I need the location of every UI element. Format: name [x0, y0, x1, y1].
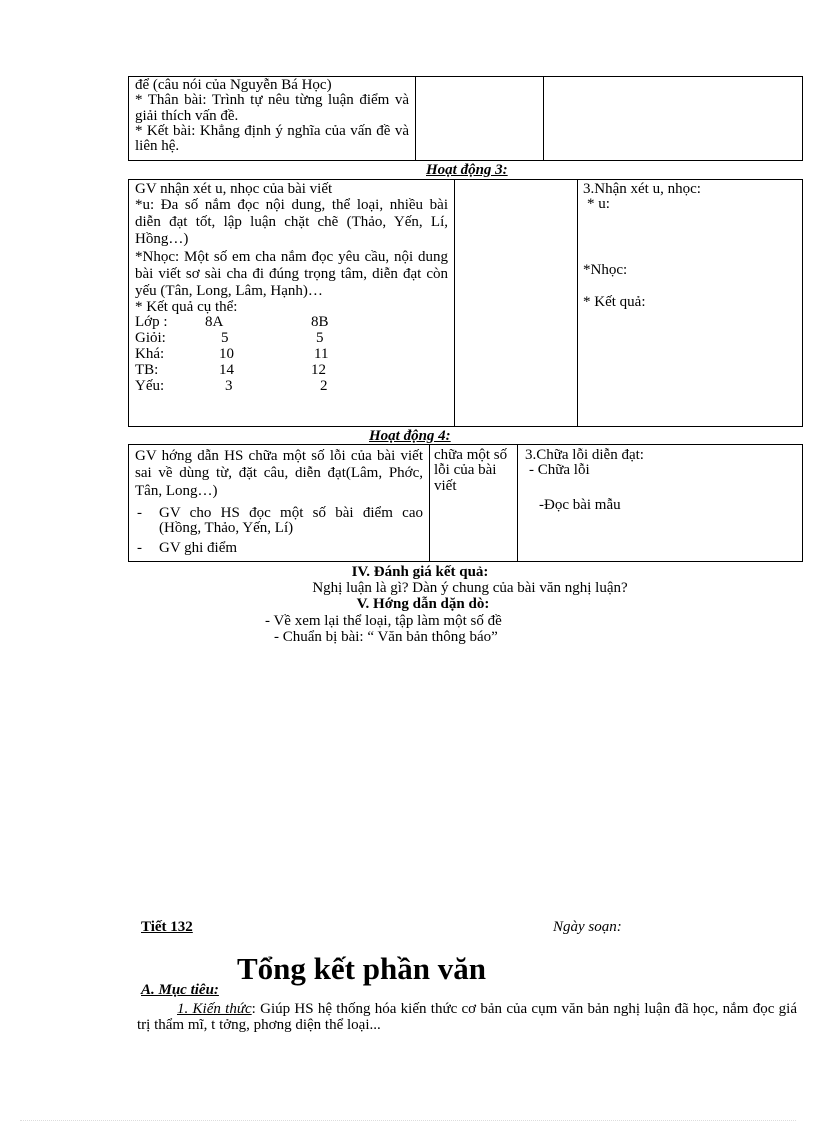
activity4-bullet: [135, 541, 423, 556]
grade-row: [135, 347, 435, 363]
grade-label: Yếu:: [135, 378, 165, 395]
knowledge-text: : Giúp HS hệ thống hóa kiến thức cơ bản của cụm văn bản nghị luận đã học, nắm đọc giá trị thẩm mĩ, t tởng, phơng diện thể loại...: [137, 1001, 797, 1034]
activity3-strengths: *u: Đa số nắm đọc nội dung, thể loại, nhiều bài diễn đạt tốt, lập luận chặt chẽ (Thảo, Yến, Lí, Hồng…): [135, 197, 448, 248]
activity4-col3: [517, 447, 802, 514]
activity3-col3-title: 3.Nhận xét u, nhọc:: [583, 181, 701, 197]
grade-8a: 14: [219, 362, 234, 379]
section5-item: - Về xem lại thể loại, tập làm một số đề: [265, 613, 502, 629]
grade-row: [135, 315, 435, 331]
activity3-col3-strengths: * u:: [587, 196, 610, 213]
knowledge-label: 1. Kiến thức: [177, 1001, 252, 1017]
grade-row: [135, 379, 435, 395]
grade-label: TB:: [135, 362, 159, 379]
activity4-bullet: [135, 506, 423, 537]
activity4-col3-item: -Đọc bài mẫu: [539, 496, 621, 513]
grade-8b: 12: [311, 362, 326, 379]
page-bottom-rule: [20, 1120, 796, 1121]
bullet-text: GV ghi điểm: [159, 539, 238, 556]
activity3-col3: [577, 181, 802, 311]
table1-line: * Thân bài: Trình tự nêu từng luận điểm và giải thích vấn đề.: [135, 92, 409, 124]
lesson-title: Tổng kết phần văn: [237, 951, 486, 986]
activity3-results-label: * Kết quả cụ thể:: [135, 298, 238, 315]
activity3-weaknesses: *Nhọc: Một số em cha nắm đọc yêu cầu, nội dung bài viết sơ sài cha đi đúng trọng tâm, diễn đạt còn yếu (Tân, Long, Lâm, Hạnh)…: [135, 248, 448, 299]
activity4-table: [128, 444, 803, 562]
bullet-text: GV cho HS đọc một số bài điểm cao (Hồng, Thảo, Yến, Lí): [159, 505, 423, 537]
grade-8a: 3: [225, 378, 233, 395]
objectives-heading: [141, 983, 219, 998]
grades-table: [135, 315, 448, 395]
activity4-heading: Hoạt động 4:: [369, 428, 451, 444]
date-prepared: Ngày soạn:: [553, 919, 622, 935]
table1-line: * Kết bài: Khẳng định ý nghĩa của vấn đề và liên hệ.: [135, 122, 409, 155]
grade-8b: 11: [314, 346, 329, 363]
activity3-table: [128, 179, 803, 427]
activity4-col2: chữa một số lỗi của bài viết: [434, 447, 508, 494]
table1-col1: [129, 77, 415, 155]
activity3-col3-weaknesses: *Nhọc:: [583, 261, 628, 278]
activity4-col1: [129, 447, 429, 557]
section4-question: Nghị luận là gì? Dàn ý chung của bài văn nghị luận?: [312, 580, 628, 596]
activity3-col1: [129, 181, 454, 396]
knowledge-paragraph: [137, 1001, 797, 1033]
lesson-number: Tiết 132: [141, 919, 193, 935]
grade-8b: 5: [316, 330, 324, 347]
table-continuation: [128, 76, 803, 161]
section4-title: IV. Đánh giá kết quả:: [351, 564, 489, 580]
bullet-mark: -: [137, 505, 142, 522]
activity3-col3-results: * Kết quả:: [583, 293, 646, 310]
table1-line: để (câu nói của Nguyễn Bá Học): [135, 77, 332, 93]
grade-label: Giỏi:: [135, 330, 166, 347]
activity3-heading: Hoạt động 3:: [426, 162, 508, 178]
grade-row: [135, 363, 435, 379]
grade-8a: 5: [221, 330, 229, 347]
grade-8a: 8A: [205, 314, 224, 331]
section5-item: - Chuẩn bị bài: “ Văn bản thông báo”: [274, 629, 498, 645]
grade-8b: 2: [320, 378, 328, 395]
activity4-col3-item: - Chữa lỗi: [529, 462, 590, 479]
objectives-label: A. Mục tiêu:: [141, 982, 219, 998]
bullet-mark: -: [137, 539, 142, 556]
section5-title: V. Hớng dẫn dặn dò:: [356, 596, 490, 612]
activity3-intro: GV nhận xét u, nhọc của bài viết: [135, 181, 333, 197]
grade-8b: 8B: [311, 314, 329, 331]
grade-label: Khá:: [135, 346, 165, 363]
grade-label: Lớp :: [135, 314, 168, 331]
grade-row: [135, 331, 435, 347]
activity4-intro: GV hớng dẫn HS chữa một số lỗi của bài viết sai về dùng từ, đặt câu, diễn đạt(Lâm, Phớc, Tân, Long…): [135, 448, 423, 499]
activity4-col3-title: 3.Chữa lỗi diễn đạt:: [525, 447, 644, 463]
grade-8a: 10: [219, 346, 234, 363]
